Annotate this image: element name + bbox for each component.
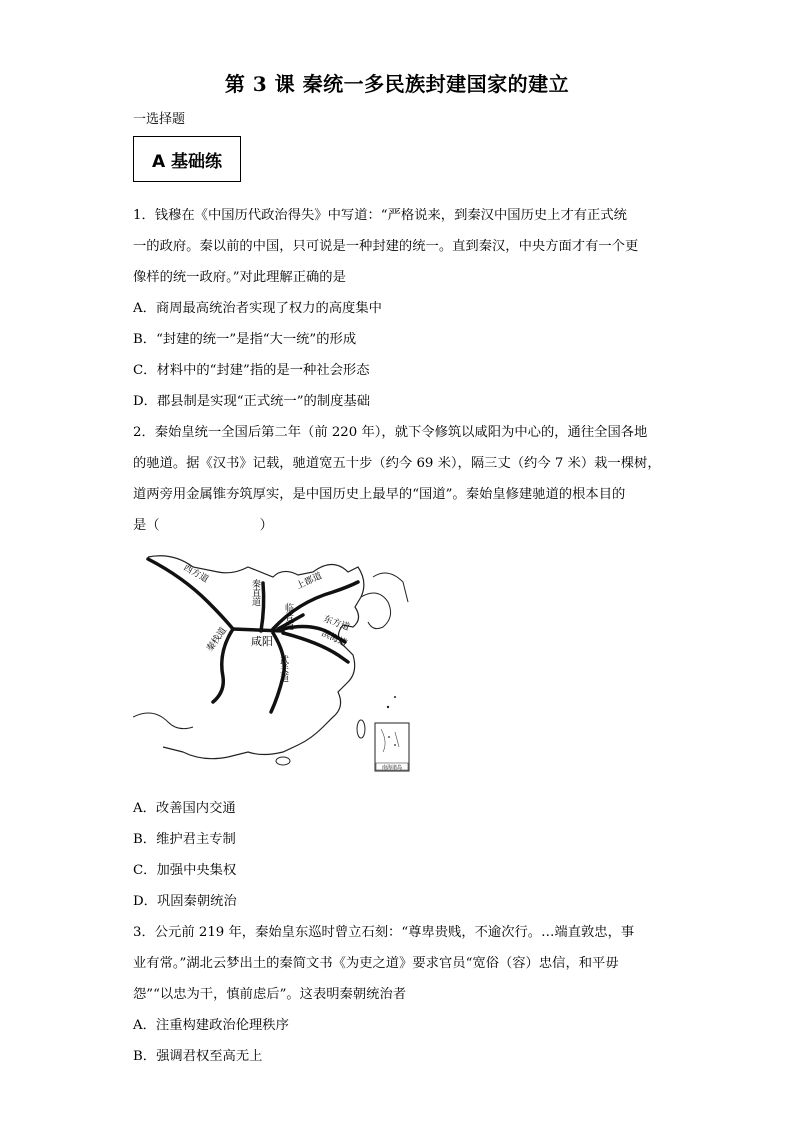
q3-line-1: 3．公元前 219 年，秦始皇东巡时曾立石刻：“尊卑贵贱，不逾次行。…端直敦忠，事 xyxy=(133,925,635,940)
label-linjin: 临晋道 xyxy=(283,603,293,630)
level-box-label: A 基础练 xyxy=(133,136,241,182)
q2-line-4-start: 是（ xyxy=(133,518,160,533)
q2-option-c[interactable]: C．加强中央集权 xyxy=(133,863,237,878)
q1-option-b[interactable]: B．“封建的统一”是指“大一统”的形成 xyxy=(133,332,357,347)
label-qinzhan: 秦栈道 xyxy=(205,625,229,654)
label-qinzhi: 秦直道 xyxy=(250,579,260,606)
q2-option-a[interactable]: A．改善国内交通 xyxy=(133,801,236,816)
q2-line-4-end: ） xyxy=(259,518,273,533)
q1-line-2: 一的政府。秦以前的中国，只可说是一种封建的统一。直到秦汉，中央方面才有一个更 xyxy=(133,239,639,254)
qin-roads-map xyxy=(133,547,413,775)
q2-line-2: 的驰道。据《汉书》记载，驰道宽五十步（约今 69 米），隔三丈（约今 7 米）栽一棵树， xyxy=(133,456,661,471)
q1-line-1: 1．钱穆在《中国历代政治得失》中写道：“严格说来，到秦汉中国历史上才有正式统 xyxy=(133,208,627,223)
q3-line-2: 业有常。”湖北云梦出土的秦简文书《为吏之道》要求官员“宽俗（容）忠信，和平毋 xyxy=(133,956,619,971)
q1-option-d[interactable]: D．郡县制是实现“正式统一”的制度基础 xyxy=(133,394,371,409)
label-dongfang: 东方道 xyxy=(321,614,351,634)
q3-option-b[interactable]: B．强调君权至高无上 xyxy=(133,1049,263,1064)
q1-line-3: 像样的统一政府。”对此理解正确的是 xyxy=(133,270,346,285)
q2-line-4 xyxy=(133,514,273,533)
q1-option-a[interactable]: A．商周最高统治者实现了权力的高度集中 xyxy=(133,301,382,316)
label-wuguan: 武关道 xyxy=(278,655,288,682)
q3-line-3: 怨”“以忠为干，慎前虑后”。这表明秦朝统治者 xyxy=(133,987,407,1002)
label-xifang: 西方道 xyxy=(181,562,210,586)
q3-option-a[interactable]: A．注重构建政治伦理秩序 xyxy=(133,1018,289,1033)
south-sea-inset xyxy=(375,723,409,771)
label-binhai: 滨海道 xyxy=(319,628,349,650)
label-shangjun: 上郡道 xyxy=(295,571,324,592)
q2-line-3: 道两旁用金属锥夯筑厚实，是中国历史上最早的“国道”。秦始皇修建驰道的根本目的 xyxy=(133,487,626,502)
q2-line-1: 2．秦始皇统一全国后第二年（前 220 年），就下令修筑以咸阳为中心的，通往全国各地 xyxy=(133,425,648,440)
inset-label: 南海诸岛 xyxy=(381,765,403,771)
q2-option-d[interactable]: D．巩固秦朝统治 xyxy=(133,894,237,909)
q1-option-c[interactable]: C．材料中的“封建”指的是一种社会形态 xyxy=(133,363,370,378)
q2-option-b[interactable]: B．维护君主专制 xyxy=(133,832,236,847)
lesson-title: 第 3 课 秦统一多民族封建国家的建立 xyxy=(224,72,570,96)
label-xianyang: 咸阳 xyxy=(251,635,273,648)
section-label: 一选择题 xyxy=(133,112,186,127)
